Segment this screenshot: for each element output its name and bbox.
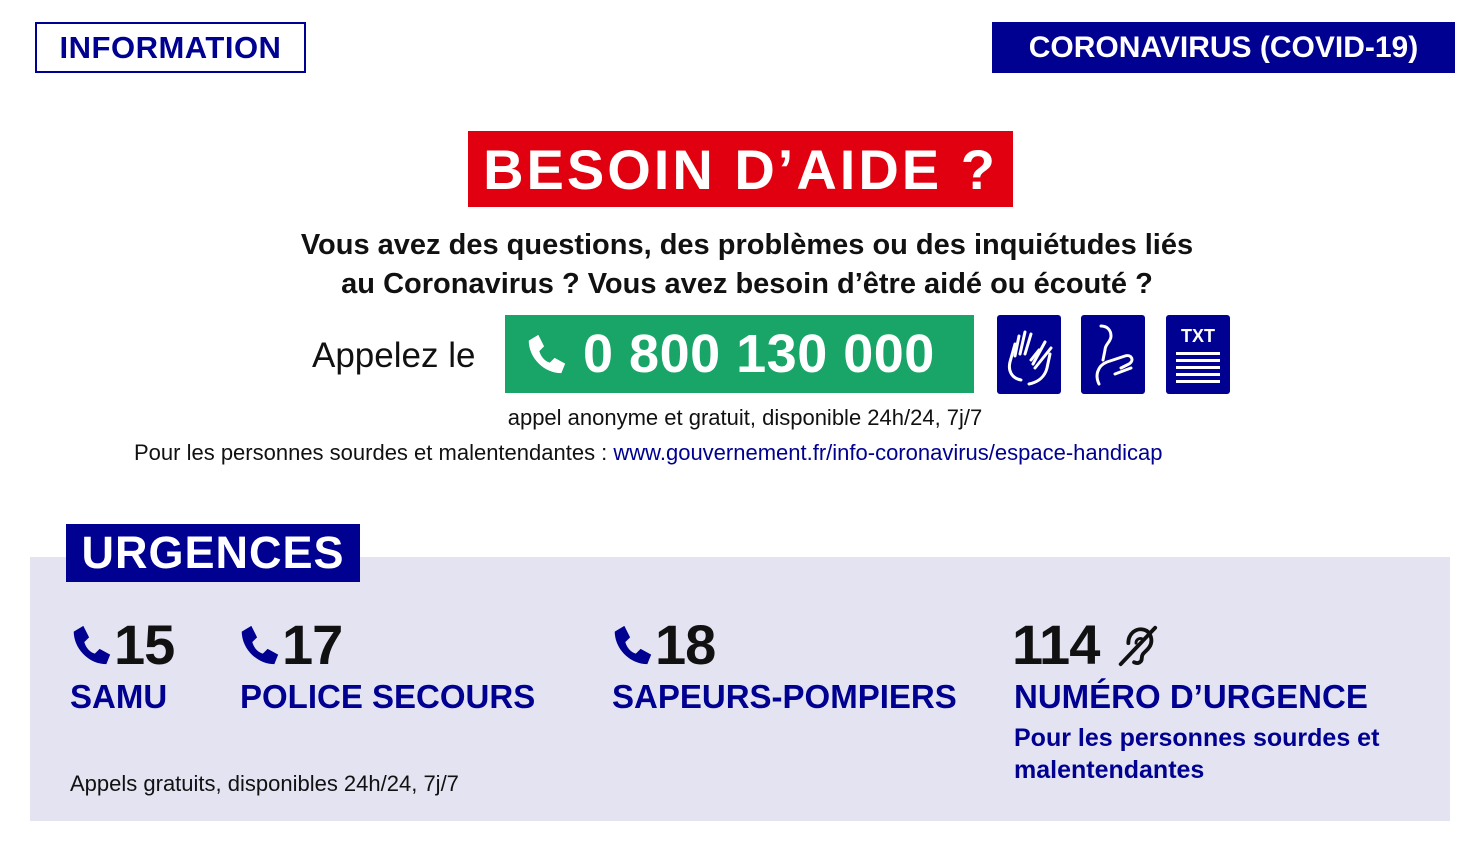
question-line-1: Vous avez des questions, des problèmes ou des inquiétudes liés bbox=[300, 229, 1194, 261]
fire-number[interactable] bbox=[609, 612, 715, 677]
lip-reading-icon[interactable] bbox=[1081, 315, 1145, 394]
sign-language-icon[interactable] bbox=[997, 315, 1061, 394]
helpline-phone-button[interactable] bbox=[505, 315, 974, 393]
emergency-title: URGENCES bbox=[66, 524, 360, 582]
question-line-2: au Coronavirus ? Vous avez besoin d’être aidé ou écouté ? bbox=[341, 268, 1153, 300]
txt-relay-icon[interactable] bbox=[1166, 315, 1230, 394]
deaf-note bbox=[134, 440, 1162, 466]
phone-icon bbox=[609, 622, 655, 668]
availability-note: appel anonyme et gratuit, disponible 24h/24, 7j/7 bbox=[507, 405, 983, 430]
phone-icon bbox=[68, 622, 114, 668]
police-number-value: 17 bbox=[282, 613, 343, 676]
deaf-note-text: Pour les personnes sourdes et malentendantes : bbox=[134, 440, 614, 465]
phone-icon bbox=[523, 331, 569, 377]
txt-icon-label: TXT bbox=[1181, 325, 1215, 346]
handicap-link[interactable]: www.gouvernement.fr/info-coronavirus/espace-handicap bbox=[613, 440, 1163, 465]
deaf-emergency-number[interactable] bbox=[1012, 612, 1159, 677]
helpline-number: 0 800 130 000 bbox=[583, 324, 935, 384]
help-title: BESOIN D’AIDE ? bbox=[468, 131, 1013, 207]
samu-label: SAMU bbox=[70, 678, 168, 715]
information-tag: INFORMATION bbox=[35, 22, 306, 73]
covid-tag: CORONAVIRUS (COVID-19) bbox=[992, 22, 1455, 73]
phone-icon bbox=[236, 622, 282, 668]
fire-number-value: 18 bbox=[655, 613, 716, 676]
deaf-emergency-label: NUMÉRO D’URGENCE bbox=[1014, 678, 1368, 715]
samu-number-value: 15 bbox=[114, 613, 175, 676]
emergency-note: Appels gratuits, disponibles 24h/24, 7j/7 bbox=[70, 771, 459, 796]
police-label: POLICE SECOURS bbox=[240, 678, 536, 715]
help-question bbox=[160, 226, 1334, 304]
call-label: Appelez le bbox=[312, 336, 476, 375]
deaf-emergency-sub: Pour les personnes sourdes et malentendantes bbox=[1014, 724, 1380, 784]
samu-number[interactable] bbox=[68, 612, 174, 677]
police-number[interactable] bbox=[236, 612, 342, 677]
fire-label: SAPEURS-POMPIERS bbox=[612, 678, 957, 715]
deaf-ear-icon bbox=[1113, 622, 1159, 668]
deaf-emergency-number-value: 114 bbox=[1012, 613, 1100, 676]
